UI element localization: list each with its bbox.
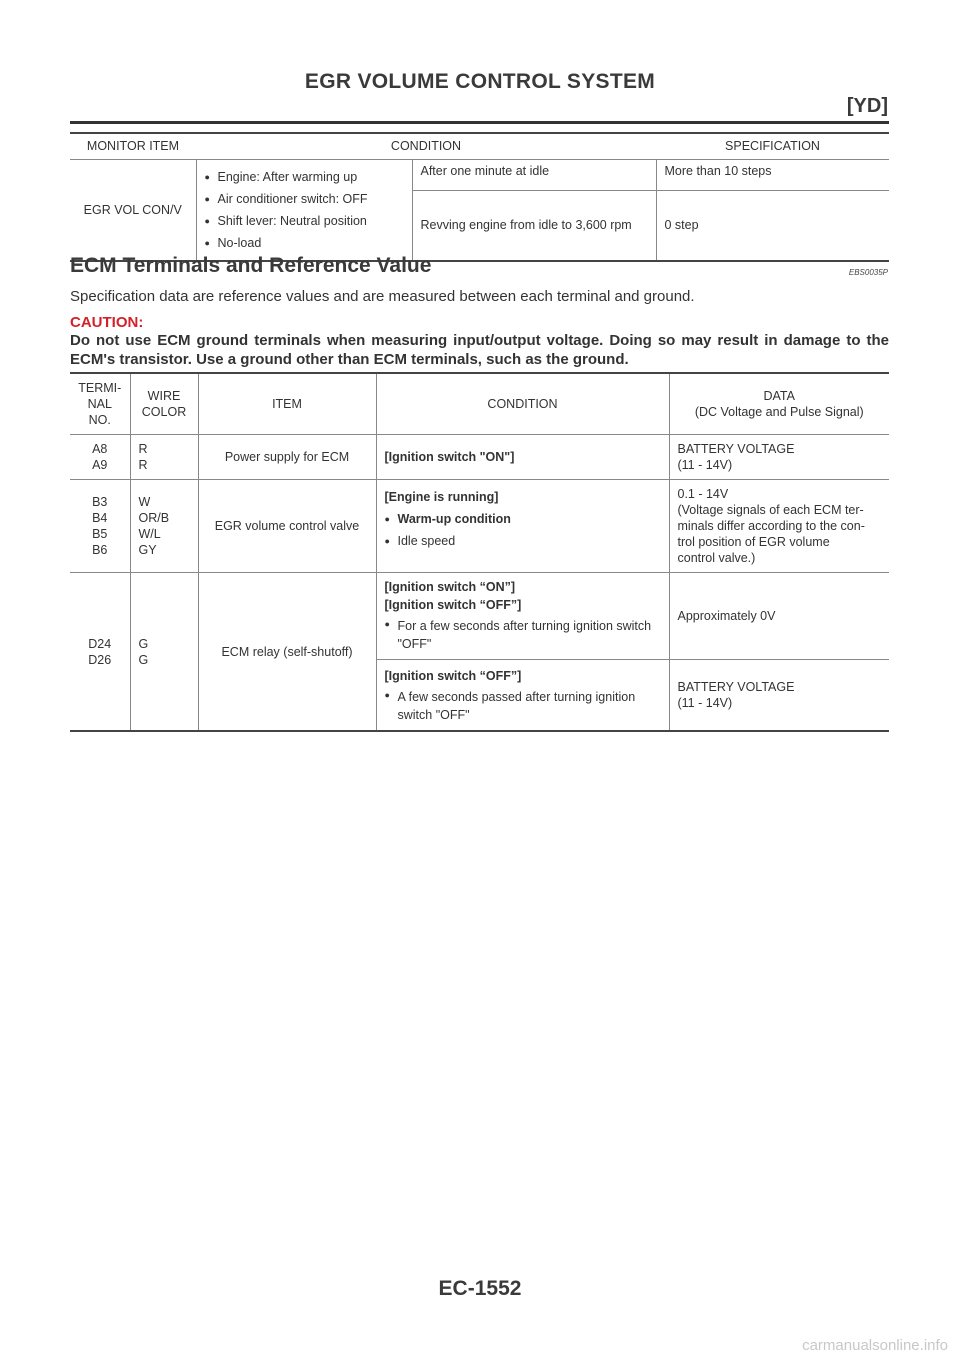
terminal-condition: [Ignition switch “OFF”] ● A few seconds passed after turning ignition switch "OFF" — [376, 660, 669, 732]
list-item: ● No-load — [205, 232, 404, 254]
header-wire-color: WIRE COLOR — [130, 373, 198, 435]
terminal-table — [70, 372, 889, 732]
watermark: carmanualsonline.info — [802, 1337, 948, 1354]
terminal-data: Approximately 0V — [669, 573, 889, 660]
terminal-condition: [Engine is running] ● Warm-up condition ● Idle speed — [376, 480, 669, 573]
monitor-subcondition: After one minute at idle — [412, 160, 656, 191]
terminal-condition: [Ignition switch "ON"] — [376, 435, 669, 480]
wire-colors: G G — [130, 573, 198, 732]
table-row — [70, 435, 889, 480]
monitor-item: EGR VOL CON/V — [70, 160, 196, 262]
terminal-item: ECM relay (self-shutoff) — [198, 573, 376, 732]
monitor-spec: 0 step — [656, 190, 889, 261]
terminal-item: EGR volume control valve — [198, 480, 376, 573]
terminal-condition: [Ignition switch “ON”] [Ignition switch “OFF”] ● For a few seconds after turning ignition switch "OFF" — [376, 573, 669, 660]
terminal-numbers: A8 A9 — [70, 435, 130, 480]
table-row — [70, 480, 889, 573]
header-terminal: TERMI- NAL NO. — [70, 373, 130, 435]
caution-text: Do not use ECM ground terminals when measuring input/output voltage. Doing so may result in damage to the ECM's transistor. Use a ground other than ECM terminals, such as the ground. — [70, 332, 889, 368]
list-item: ● Engine: After warming up — [205, 166, 404, 188]
header-condition: CONDITION — [376, 373, 669, 435]
monitor-subcondition: Revving engine from idle to 3,600 rpm — [412, 190, 656, 261]
monitor-conditions — [196, 160, 412, 262]
list-item: ● Warm-up condition — [385, 508, 661, 530]
header-item: ITEM — [198, 373, 376, 435]
header-rule — [70, 121, 889, 124]
monitor-spec: More than 10 steps — [656, 160, 889, 191]
intro-text: Specification data are reference values and are measured between each terminal and ground. — [70, 288, 695, 305]
monitor-header-spec: SPECIFICATION — [656, 133, 889, 160]
caution-label: CAUTION: — [70, 314, 144, 331]
page-subtitle: [YD] — [846, 95, 888, 117]
list-item: ● Idle speed — [385, 530, 661, 552]
wire-colors: R R — [130, 435, 198, 480]
list-item: ● Shift lever: Neutral position — [205, 210, 404, 232]
page-title: EGR VOLUME CONTROL SYSTEM — [304, 70, 656, 93]
monitor-header-item: MONITOR ITEM — [70, 133, 196, 160]
terminal-numbers: B3 B4 B5 B6 — [70, 480, 130, 573]
terminal-item: Power supply for ECM — [198, 435, 376, 480]
list-item: ● For a few seconds after turning ignition switch "OFF" — [385, 615, 661, 653]
wire-colors: W OR/B W/L GY — [130, 480, 198, 573]
monitor-table — [70, 132, 889, 262]
terminal-data: BATTERY VOLTAGE (11 - 14V) — [669, 660, 889, 732]
list-item: ● Air conditioner switch: OFF — [205, 188, 404, 210]
terminal-data: 0.1 - 14V (Voltage signals of each ECM ter- minals differ according to the con- trol position of EGR volume control valve.) — [669, 480, 889, 573]
section-title: ECM Terminals and Reference Value — [70, 254, 432, 277]
list-item: ● A few seconds passed after turning ignition switch "OFF" — [385, 686, 661, 724]
terminal-numbers: D24 D26 — [70, 573, 130, 732]
monitor-header-condition: CONDITION — [196, 133, 656, 160]
page-number: EC-1552 — [438, 1277, 522, 1300]
table-row — [70, 573, 889, 660]
header-data: DATA (DC Voltage and Pulse Signal) — [669, 373, 889, 435]
terminal-data: BATTERY VOLTAGE (11 - 14V) — [669, 435, 889, 480]
reference-code: EBS0035P — [848, 268, 888, 277]
